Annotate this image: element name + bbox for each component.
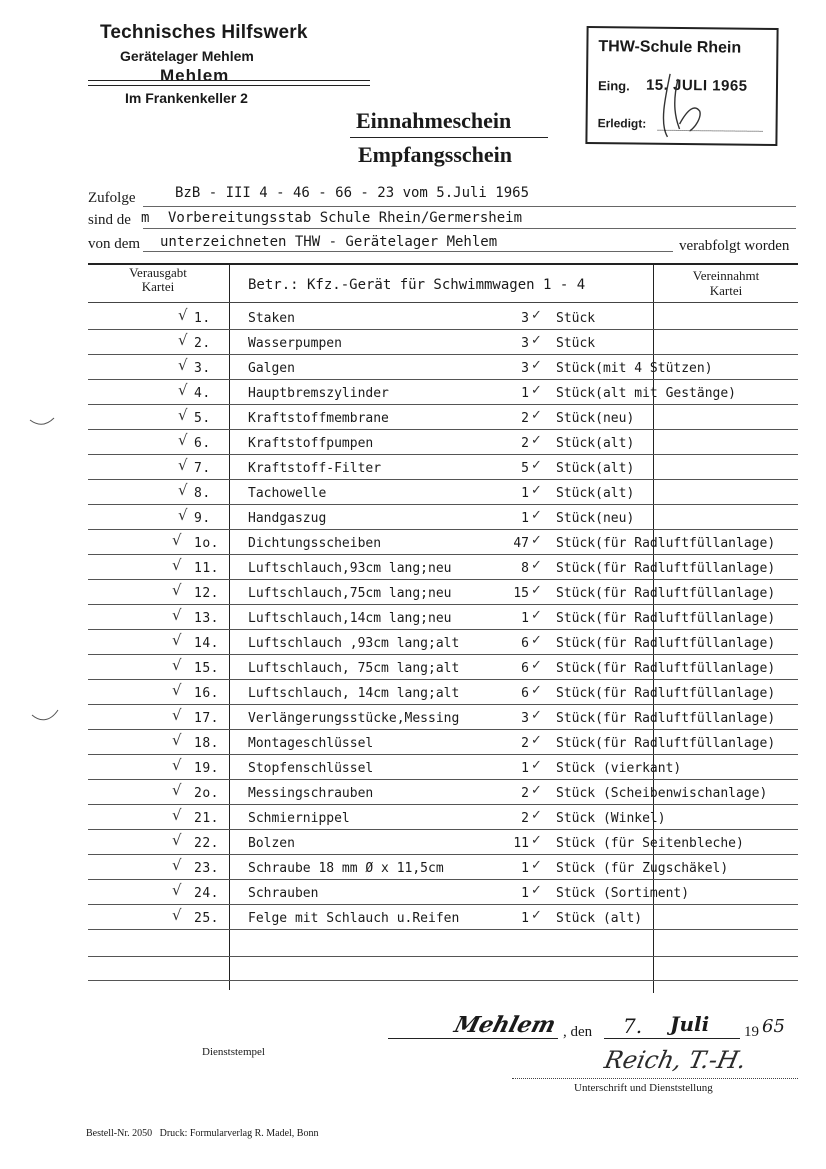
table-row-line bbox=[88, 604, 798, 605]
check-mark-icon: √ bbox=[172, 731, 182, 749]
check-mark-icon: √ bbox=[172, 831, 182, 849]
item-unit: Stück (für Seitenbleche) bbox=[556, 836, 744, 851]
check-mark-icon: √ bbox=[172, 606, 182, 624]
place-line bbox=[388, 1038, 558, 1039]
row-number: 11. bbox=[194, 561, 219, 576]
scan-marks bbox=[28, 410, 68, 740]
table-row-line bbox=[88, 404, 798, 405]
check-mark-icon: √ bbox=[178, 331, 188, 349]
item-quantity: 2 bbox=[521, 811, 529, 826]
item-description: Kraftstoff-Filter bbox=[248, 461, 382, 476]
quantity-check-icon: ✓ bbox=[531, 558, 542, 573]
row-number: 19. bbox=[194, 761, 219, 776]
item-description: Galgen bbox=[248, 361, 295, 376]
stamp-title: THW-Schule Rhein bbox=[598, 38, 742, 57]
item-quantity: 2 bbox=[521, 736, 529, 751]
quantity-check-icon: ✓ bbox=[531, 608, 542, 623]
row-number: 16. bbox=[194, 686, 219, 701]
item-unit: Stück bbox=[556, 336, 596, 351]
item-quantity: 1 bbox=[521, 886, 529, 901]
item-unit: Stück (Scheibenwischanlage) bbox=[556, 786, 768, 801]
den-label: , den bbox=[563, 1024, 593, 1040]
item-unit: Stück(neu) bbox=[556, 411, 635, 426]
row-number: 1o. bbox=[194, 536, 219, 551]
item-quantity: 1 bbox=[521, 861, 529, 876]
table-row-line bbox=[88, 854, 798, 855]
item-description: Luftschlauch ,93cm lang;alt bbox=[248, 636, 460, 651]
von-label: von dem bbox=[88, 236, 141, 252]
item-unit: Stück (Winkel) bbox=[556, 811, 666, 826]
quantity-check-icon: ✓ bbox=[531, 883, 542, 898]
item-quantity: 1 bbox=[521, 611, 529, 626]
quantity-check-icon: ✓ bbox=[531, 633, 542, 648]
item-unit: Stück (für Zugschäkel) bbox=[556, 861, 729, 876]
item-description: Luftschlauch, 75cm lang;alt bbox=[248, 661, 460, 676]
item-description: Kraftstoffpumpen bbox=[248, 436, 374, 451]
empty-row-line bbox=[88, 956, 798, 957]
check-mark-icon: √ bbox=[172, 556, 182, 574]
check-mark-icon: √ bbox=[172, 631, 182, 649]
sender-depot: Gerätelager Mehlem bbox=[120, 48, 254, 64]
item-quantity: 3 bbox=[521, 336, 529, 351]
item-quantity: 1 bbox=[521, 511, 529, 526]
title-rule bbox=[350, 137, 548, 138]
quantity-check-icon: ✓ bbox=[531, 683, 542, 698]
quantity-check-icon: ✓ bbox=[531, 383, 542, 398]
item-description: Felge mit Schlauch u.Reifen bbox=[248, 911, 460, 926]
row-number: 1. bbox=[194, 311, 211, 326]
sind-line bbox=[143, 228, 796, 229]
table-col-divider-left bbox=[229, 263, 230, 990]
item-description: Luftschlauch,75cm lang;neu bbox=[248, 586, 452, 601]
item-unit: Stück(alt) bbox=[556, 461, 635, 476]
row-number: 15. bbox=[194, 661, 219, 676]
check-mark-icon: √ bbox=[178, 406, 188, 424]
item-quantity: 47 bbox=[513, 536, 529, 551]
item-quantity: 2 bbox=[521, 436, 529, 451]
check-mark-icon: √ bbox=[178, 456, 188, 474]
header-vereinnahmt: Vereinnahmt Kartei bbox=[692, 268, 760, 298]
check-mark-icon: √ bbox=[172, 906, 182, 924]
signature-caption: Unterschrift und Dienststellung bbox=[574, 1082, 713, 1094]
item-description: Tachowelle bbox=[248, 486, 327, 501]
check-mark-icon: √ bbox=[178, 306, 188, 324]
quantity-check-icon: ✓ bbox=[531, 808, 542, 823]
item-description: Messingschrauben bbox=[248, 786, 374, 801]
item-unit: Stück bbox=[556, 311, 596, 326]
quantity-check-icon: ✓ bbox=[531, 333, 542, 348]
day-handwritten: 7. bbox=[623, 1014, 643, 1038]
row-number: 4. bbox=[194, 386, 211, 401]
doc-title-line1: Einnahmeschein bbox=[356, 108, 512, 133]
item-description: Schraube 18 mm Ø x 11,5cm bbox=[248, 861, 444, 876]
check-mark-icon: √ bbox=[172, 656, 182, 674]
table-row-line bbox=[88, 629, 798, 630]
sender-underline-2 bbox=[88, 85, 370, 86]
doc-title-line2: Empfangsschein bbox=[358, 142, 513, 167]
quantity-check-icon: ✓ bbox=[531, 758, 542, 773]
zufolge-value: BzB - III 4 - 46 - 66 - 23 vom 5.Juli 1965 bbox=[175, 185, 530, 201]
item-description: Hauptbremszylinder bbox=[248, 386, 389, 401]
table-row-line bbox=[88, 329, 798, 330]
sender-underline-1 bbox=[88, 80, 370, 81]
quantity-check-icon: ✓ bbox=[531, 908, 542, 923]
item-quantity: 6 bbox=[521, 636, 529, 651]
quantity-check-icon: ✓ bbox=[531, 483, 542, 498]
item-description: Bolzen bbox=[248, 836, 295, 851]
table-row-line bbox=[88, 779, 798, 780]
quantity-check-icon: ✓ bbox=[531, 733, 542, 748]
sind-label: sind de bbox=[88, 212, 131, 228]
table-row-line bbox=[88, 379, 798, 380]
table-row-line bbox=[88, 804, 798, 805]
item-description: Schrauben bbox=[248, 886, 319, 901]
table-row-line bbox=[88, 354, 798, 355]
table-row-line bbox=[88, 454, 798, 455]
sender-org: Technisches Hilfswerk bbox=[100, 22, 308, 43]
row-number: 13. bbox=[194, 611, 219, 626]
item-quantity: 3 bbox=[521, 361, 529, 376]
bestell-print-line: Bestell-Nr. 2050 Druck: Formularverlag R. Madel, Bonn bbox=[86, 1128, 319, 1139]
item-description: Kraftstoffmembrane bbox=[248, 411, 389, 426]
table-row-line bbox=[88, 654, 798, 655]
row-number: 21. bbox=[194, 811, 219, 826]
row-number: 23. bbox=[194, 861, 219, 876]
table-row-line bbox=[88, 579, 798, 580]
quantity-check-icon: ✓ bbox=[531, 308, 542, 323]
item-quantity: 6 bbox=[521, 661, 529, 676]
year-suffix: 65 bbox=[762, 1016, 785, 1037]
quantity-check-icon: ✓ bbox=[531, 708, 542, 723]
date-line bbox=[604, 1038, 740, 1039]
check-mark-icon: √ bbox=[178, 356, 188, 374]
signature-handwritten: Reich, T.-H. bbox=[602, 1046, 749, 1074]
row-number: 8. bbox=[194, 486, 211, 501]
stamp-eing-date: 15. JULI 1965 bbox=[645, 76, 748, 95]
item-quantity: 2 bbox=[521, 786, 529, 801]
item-quantity: 11 bbox=[513, 836, 529, 851]
row-number: 22. bbox=[194, 836, 219, 851]
row-number: 18. bbox=[194, 736, 219, 751]
row-number: 25. bbox=[194, 911, 219, 926]
table-row-line bbox=[88, 879, 798, 880]
check-mark-icon: √ bbox=[172, 856, 182, 874]
item-description: Stopfenschlüssel bbox=[248, 761, 374, 776]
table-header-rule bbox=[88, 302, 798, 303]
item-quantity: 3 bbox=[521, 711, 529, 726]
row-number: 9. bbox=[194, 511, 211, 526]
check-mark-icon: √ bbox=[172, 806, 182, 824]
quantity-check-icon: ✓ bbox=[531, 433, 542, 448]
item-quantity: 2 bbox=[521, 411, 529, 426]
check-mark-icon: √ bbox=[172, 681, 182, 699]
item-quantity: 1 bbox=[521, 386, 529, 401]
item-unit: Stück(für Radluftfüllanlage) bbox=[556, 536, 776, 551]
item-unit: Stück(für Radluftfüllanlage) bbox=[556, 611, 776, 626]
check-mark-icon: √ bbox=[178, 381, 188, 399]
item-quantity: 6 bbox=[521, 686, 529, 701]
item-quantity: 1 bbox=[521, 911, 529, 926]
item-description: Wasserpumpen bbox=[248, 336, 342, 351]
check-mark-icon: √ bbox=[172, 881, 182, 899]
item-unit: Stück(mit 4 Stützen) bbox=[556, 361, 713, 376]
row-number: 3. bbox=[194, 361, 211, 376]
item-unit: Stück(für Radluftfüllanlage) bbox=[556, 686, 776, 701]
quantity-check-icon: ✓ bbox=[531, 533, 542, 548]
quantity-check-icon: ✓ bbox=[531, 408, 542, 423]
item-unit: Stück(alt) bbox=[556, 486, 635, 501]
item-description: Montageschlüssel bbox=[248, 736, 374, 751]
item-description: Luftschlauch,93cm lang;neu bbox=[248, 561, 452, 576]
row-number: 14. bbox=[194, 636, 219, 651]
von-value: unterzeichneten THW - Gerätelager Mehlem bbox=[160, 234, 498, 250]
sind-suffix: m bbox=[141, 210, 150, 226]
stamp-eing-label: Eing. bbox=[597, 78, 630, 94]
sind-value: Vorbereitungsstab Schule Rhein/Germersheim bbox=[168, 210, 523, 226]
row-number: 6. bbox=[194, 436, 211, 451]
check-mark-icon: √ bbox=[178, 506, 188, 524]
item-description: Handgaszug bbox=[248, 511, 327, 526]
item-unit: Stück(für Radluftfüllanlage) bbox=[556, 736, 776, 751]
quantity-check-icon: ✓ bbox=[531, 508, 542, 523]
item-description: Dichtungsscheiben bbox=[248, 536, 382, 551]
quantity-check-icon: ✓ bbox=[531, 833, 542, 848]
von-line bbox=[143, 251, 673, 252]
table-row-line bbox=[88, 929, 798, 930]
item-description: Schmiernippel bbox=[248, 811, 350, 826]
received-stamp bbox=[585, 26, 778, 146]
table-row-line bbox=[88, 729, 798, 730]
stamp-erledigt-label: Erledigt: bbox=[597, 116, 647, 131]
item-unit: Stück (Sortiment) bbox=[556, 886, 690, 901]
row-number: 24. bbox=[194, 886, 219, 901]
item-quantity: 8 bbox=[521, 561, 529, 576]
row-number: 17. bbox=[194, 711, 219, 726]
item-quantity: 3 bbox=[521, 311, 529, 326]
row-number: 2o. bbox=[194, 786, 219, 801]
signature-line bbox=[512, 1078, 798, 1079]
check-mark-icon: √ bbox=[172, 706, 182, 724]
empty-row-line bbox=[88, 980, 798, 981]
zufolge-label: Zufolge bbox=[88, 190, 136, 206]
check-mark-icon: √ bbox=[178, 481, 188, 499]
check-mark-icon: √ bbox=[172, 781, 182, 799]
item-unit: Stück(für Radluftfüllanlage) bbox=[556, 711, 776, 726]
table-row-line bbox=[88, 754, 798, 755]
check-mark-icon: √ bbox=[172, 531, 182, 549]
dienststempel-label: Dienststempel bbox=[202, 1046, 265, 1058]
item-unit: Stück(für Radluftfüllanlage) bbox=[556, 586, 776, 601]
check-mark-icon: √ bbox=[172, 581, 182, 599]
item-description: Luftschlauch,14cm lang;neu bbox=[248, 611, 452, 626]
zufolge-line bbox=[143, 206, 796, 207]
table-row-line bbox=[88, 554, 798, 555]
table-row-line bbox=[88, 504, 798, 505]
quantity-check-icon: ✓ bbox=[531, 583, 542, 598]
item-unit: Stück(alt mit Gestänge) bbox=[556, 386, 737, 401]
sender-place: Mehlem bbox=[160, 66, 230, 85]
item-unit: Stück(alt) bbox=[556, 436, 635, 451]
table-row-line bbox=[88, 529, 798, 530]
stamp-initials-scribble bbox=[649, 69, 710, 140]
table-row-line bbox=[88, 829, 798, 830]
quantity-check-icon: ✓ bbox=[531, 358, 542, 373]
item-description: Luftschlauch, 14cm lang;alt bbox=[248, 686, 460, 701]
quantity-check-icon: ✓ bbox=[531, 658, 542, 673]
item-description: Verlängerungsstücke,Messing bbox=[248, 711, 460, 726]
table-top-rule bbox=[88, 263, 798, 265]
item-quantity: 1 bbox=[521, 761, 529, 776]
year-prefix: 19 bbox=[744, 1024, 759, 1040]
item-quantity: 1 bbox=[521, 486, 529, 501]
item-quantity: 5 bbox=[521, 461, 529, 476]
check-mark-icon: √ bbox=[172, 756, 182, 774]
row-number: 2. bbox=[194, 336, 211, 351]
quantity-check-icon: ✓ bbox=[531, 783, 542, 798]
check-mark-icon: √ bbox=[178, 431, 188, 449]
item-unit: Stück(für Radluftfüllanlage) bbox=[556, 636, 776, 651]
item-unit: Stück(neu) bbox=[556, 511, 635, 526]
item-unit: Stück(für Radluftfüllanlage) bbox=[556, 561, 776, 576]
sender-street: Im Frankenkeller 2 bbox=[125, 90, 248, 106]
table-row-line bbox=[88, 429, 798, 430]
table-row-line bbox=[88, 704, 798, 705]
item-description: Staken bbox=[248, 311, 295, 326]
item-unit: Stück (alt) bbox=[556, 911, 643, 926]
verabfolgt-label: verabfolgt worden bbox=[679, 238, 790, 254]
month-handwritten: Juli bbox=[670, 1012, 710, 1036]
row-number: 12. bbox=[194, 586, 219, 601]
quantity-check-icon: ✓ bbox=[531, 458, 542, 473]
table-row-line bbox=[88, 679, 798, 680]
table-row-line bbox=[88, 479, 798, 480]
row-number: 5. bbox=[194, 411, 211, 426]
header-verausgabt: Verausgabt Kartei bbox=[129, 265, 187, 294]
table-row-line bbox=[88, 904, 798, 905]
item-unit: Stück (vierkant) bbox=[556, 761, 682, 776]
header-betreff: Betr.: Kfz.-Gerät für Schwimmwagen 1 - 4 bbox=[248, 277, 586, 293]
item-quantity: 15 bbox=[513, 586, 529, 601]
place-handwritten: Mehlem bbox=[451, 1012, 559, 1038]
item-unit: Stück(für Radluftfüllanlage) bbox=[556, 661, 776, 676]
row-number: 7. bbox=[194, 461, 211, 476]
quantity-check-icon: ✓ bbox=[531, 858, 542, 873]
